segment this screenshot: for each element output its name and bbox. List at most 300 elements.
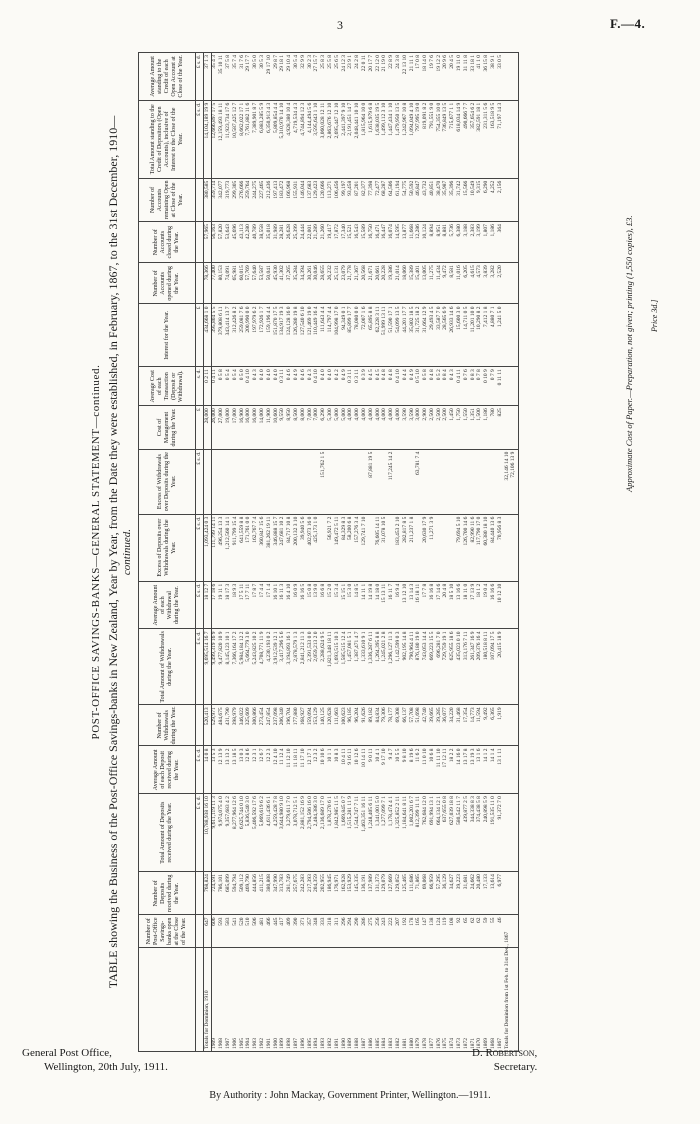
table-cell: 147 [423,915,430,948]
table-cell: 10 8 3 [334,746,341,794]
table-cell: 669,223 15 5 [429,629,436,705]
table-cell: 379,808 6 11 [219,304,226,367]
table-cell: 0 10 9 [484,367,491,406]
table-cell: 10 10 6 [321,746,328,794]
table-cell: 4,744,894 12 3 [300,100,307,178]
year-cell: 1880 [409,947,416,1051]
table-cell: 35,802 18 5 [409,304,416,367]
table-row [484,53,491,1052]
table-cell: 79,694 5 10 [456,514,463,581]
table-cell: 0 4 0 [273,367,280,406]
table-cell: 180,518 8 11 [484,629,491,705]
year-cell: 1895 [307,947,314,1051]
table-cell: 312,426 8 2 [232,304,239,367]
table-cell: 34,627 [450,872,457,915]
table-cell: 6,380 [456,222,463,263]
table-cell: 12 8 6 [246,746,253,794]
savings-bank-table [138,52,519,1052]
table-cell: 17 8 7 [253,581,260,629]
unit-cell: £ s. d. [196,629,204,705]
table-cell: 3,060,028 12 11 [321,100,328,178]
table-row [504,53,511,1052]
table-cell: 16,471 [375,222,382,263]
table-cell: 26,628 [287,222,294,263]
column-header: Number of Post-Office Savings-banks open at the Close of the Year. [139,915,196,948]
table-cell: 2,191,451 14 7 [348,100,355,178]
table-cell: 17,340 [341,222,348,263]
table-cell: 318 [327,915,334,948]
table-cell: 24 2 8 [355,53,362,101]
table-cell: 10 14 11 [361,746,368,794]
table-cell: 15,401 [416,263,423,304]
column-header: Interest for the Year. [139,304,196,367]
table-cell: 313,783 [280,872,287,915]
column-header: Excess of Deposits over Withdrawals during the Year. [139,514,196,581]
table-cell: 381,262 19 11 [266,514,273,581]
table-row [334,53,341,1052]
year-cell: 1903 [253,947,260,1051]
table-cell: 259,764 [246,178,253,221]
table-title-continued: continued. [121,528,133,576]
table-cell: 200,990 0 0 [246,304,253,367]
table-cell: 4,573 [477,263,484,304]
table-cell: 231,311 5 6 [484,100,491,178]
table-cell: 311 [334,915,341,948]
table-row [266,53,273,1052]
table-cell: 57,640 [253,263,260,304]
table-cell: 6,290 [321,406,328,449]
table-cell [511,406,518,449]
table-cell [334,449,341,514]
table-cell: 7,761,882 11 6 [246,100,253,178]
table-cell [511,263,518,304]
table-cell: 12,159,493 18 11 [219,100,226,178]
table-cell: 55 [490,915,497,948]
table-cell: 106,456 [334,178,341,221]
table-cell: 121,469 19 0 [307,304,314,367]
year-cell: 1894 [314,947,321,1051]
table-cell: 211,237 1 8 [409,514,416,581]
table-cell: 17 18 6 [211,581,218,629]
table-cell: 145,335 [355,872,362,915]
year-cell: 1899 [280,947,287,1051]
table-cell [259,449,266,514]
table-cell: 159,196 4 4 [266,304,273,367]
table-cell: 35,396 [450,178,457,221]
table-cell: 42,740 [423,705,430,746]
table-cell: 204,359 [314,872,321,915]
year-cell: 1885 [375,947,382,1051]
table-cell: 2,500 [443,406,450,449]
table-cell: 31 11 8 [463,53,470,101]
table-cell: 21 11 1 [409,53,416,101]
table-cell: 16,750 [368,222,375,263]
table-row [314,53,321,1052]
table-row [225,53,232,1052]
table-cell: 1,693,515 10 3 [334,629,341,705]
table-cell: 786,101 [219,872,226,915]
year-cell: Totals for Dominion from 1st Feb. to 31st Dec., 1867 [504,947,511,1051]
table-cell: 247,681 10 2 [280,514,287,581]
year-cell: 1883 [389,947,396,1051]
table-cell: 31,468 [456,705,463,746]
unit-cell: £ [196,304,204,367]
table-cell: 439,877 2 5 [463,794,470,872]
table-cell: 7,366,164 17 2 [232,629,239,705]
table-cell: 62 [470,915,477,948]
table-cell: 29 17 10 [266,53,273,101]
table-cell: 300,866 [253,705,260,746]
unit-cell: £ s. d. [196,514,204,581]
table-cell: 43,732 [423,178,430,221]
table-cell: 63,781 7 4 [416,449,423,514]
table-cell [511,629,518,705]
table-cell: 117,245 14 2 [389,449,396,514]
table-cell: 120,628 [327,705,334,746]
table-cell: 19 0 4 [484,581,491,629]
table-cell: 53,643 [225,222,232,263]
table-cell: 3,839 [484,263,491,304]
table-cell [402,449,409,514]
table-cell: 66,137 [402,705,409,746]
table-cell: 14 1 2 [484,746,491,794]
table-cell: 191,535 11 0 [490,794,497,872]
table-cell: 296 [341,915,348,948]
table-cell: 13,005 [423,263,430,304]
table-cell: 8,145,123 10 1 [225,629,232,705]
table-cell [423,449,430,514]
table-title: TABLE showing the Business of the Post-Office Savings-banks in New Zealand, Year by Year, from the Date they were established, in February, 1867, to the 31st December, 1910— [106,115,120,989]
table-cell: 59 [484,915,491,948]
year-cell: 1884 [382,947,389,1051]
table-cell: 5,243,825 10 2 [253,629,260,705]
table-cell: 1,821,348 18 11 [327,629,334,705]
table-cell [348,449,355,514]
table-cell: 24 3 8 [395,53,402,101]
table-cell: 466 [266,915,273,948]
table-cell [443,514,450,581]
table-cell: 625,955 18 6 [450,629,457,705]
table-cell: 313,176 7 11 [463,629,470,705]
table-row [355,53,362,1052]
table-cell: 8,950 [287,406,294,449]
table-cell [307,449,314,514]
table-cell: 35,284 [293,263,300,304]
table-cell: 28,565 6 9 [443,304,450,367]
table-cell: 627,039 18 8 [450,794,457,872]
table-cell [219,449,226,514]
table-cell [504,100,511,178]
table-cell: 36 15 8 [484,53,491,101]
table-row [211,53,218,1052]
table-cell: 4,000 [395,406,402,449]
table-cell: 380,585 [204,178,212,221]
table-cell: 18 1 2 [477,581,484,629]
table-row [259,53,266,1052]
table-cell [450,449,457,514]
table-cell: 2,156 [497,178,504,221]
table-cell: 1,093,424 0 3 [204,514,212,581]
table-cell: 24,662 [470,872,477,915]
table-cell: 26,933 14 6 [450,304,457,367]
table-cell: 10 4 1 [375,746,382,794]
table-cell: 65,895 8 8 [368,304,375,367]
table-cell: 1,186 [484,406,491,449]
table-cell: 434,668 1 0 [204,304,212,367]
table-cell: 409 [287,915,294,948]
table-row [463,53,470,1052]
table-cell: 91,626 [361,705,368,746]
table-cell: 876,180 19 0 [416,629,423,705]
table-cell: 1,919 [497,705,504,746]
table-cell: 5,406,592 17 6 [253,794,260,872]
table-cell [463,449,470,514]
table-cell: 56,163 [211,222,218,263]
table-cell: 96,185 [348,705,355,746]
table-cell: 28,281 [280,222,287,263]
table-cell: 10,587,425 12 7 [232,100,239,178]
table-cell: 520,413 [204,705,212,746]
table-row [490,53,497,1052]
table-cell: 127,669 [389,872,396,915]
table-cell: 39,940 5 6 [300,514,307,581]
table-cell: 0 5 10 [416,367,423,406]
table-cell: 16 0 9 [293,581,300,629]
year-cell: 1877 [429,947,436,1051]
table-cell: 38,558 [259,222,266,263]
table-cell: 1,325,852 2 11 [395,794,402,872]
table-cell: 8,581 [450,263,457,304]
table-cell [511,53,518,101]
table-cell: 5,000 [341,406,348,449]
column-header: Average Amount of each Deposit received during the Year. [139,746,196,794]
table-cell: 0 4 6 [300,367,307,406]
signatory-name: D. Robertson, [472,1047,538,1059]
table-cell: 85,899 17 7 [348,304,355,367]
office-line: General Post Office, [22,1047,112,1059]
table-cell: 344,338 8 3 [470,794,477,872]
table-cell [293,449,300,514]
table-cell: 243 [382,915,389,948]
table-cell: 10,788,938 16 10 [204,794,212,872]
table-cell: 0 4 0 [327,367,334,406]
table-cell: 45,930 [273,263,280,304]
table-cell: 60,380 18 10 [484,514,491,581]
table-cell: 114,797 4 4 [327,304,334,367]
table-cell: 21,778 [348,263,355,304]
table-cell: 3,595,643 1 10 [314,100,321,178]
table-cell: 159,094 [307,705,314,746]
unit-cell: £ s. d. [196,581,204,629]
column-header: Total Amount of Withdrawals during the Year. [139,629,196,705]
table-cell [504,53,511,101]
table-cell: 26,000 [211,406,218,449]
table-cell: 0 4 11 [211,367,218,406]
table-cell: 15,589 [361,222,368,263]
table-body [204,53,519,1052]
table-cell: 10,549 [470,178,477,221]
table-cell: 129,052 [395,872,402,915]
table-cell: 14 1 4 [490,746,497,794]
table-cell: 12 2 3 [266,746,273,794]
table-cell: 29 17 7 [246,53,253,101]
table-cell: 8,894 [429,222,436,263]
table-cell: 84,717 10 8 [287,514,294,581]
table-row [389,53,396,1052]
table-cell: 57,820 [219,222,226,263]
table-cell: 0 4 11 [456,367,463,406]
column-header: Average Cost of each Transaction (Deposit or Withdrawal). [139,367,196,406]
table-cell: 32,146 14 10 [504,449,511,514]
table-cell [511,222,518,263]
table-cell [246,449,253,514]
table-cell [225,449,232,514]
table-cell: 15 0 8 [307,581,314,629]
table-cell: 1,807 [484,222,491,263]
table-cell: 618,034 14 9 [456,100,463,178]
table-row [409,53,416,1052]
table-cell: 685,099 [225,872,232,915]
table-cell: 402,973 16 0 [307,514,314,581]
table-cell: 16 16 6 [490,581,497,629]
table-cell: 1,457,081 5 1 [348,629,355,705]
table-cell: 16,000 [253,406,260,449]
table-cell: 82,990 11 6 [470,514,477,581]
table-cell: 7,000 [307,406,314,449]
table-cell: 3,194,893 16 1 [287,629,294,705]
table-row [423,53,430,1052]
table-cell: 371 [300,915,307,948]
table-cell: 20,480 [477,872,484,915]
table-cell: 583 [225,915,232,948]
table-cell: 9 8 10 [402,746,409,794]
table-cell: 29,493 4 5 [429,304,436,367]
table-cell: 1,336,287 6 11 [368,629,375,705]
table-cell [504,514,511,581]
year-cell: 1876 [436,947,443,1051]
table-row [280,53,287,1052]
table-cell: 257,675 [293,872,300,915]
table-cell: 104,998 17 0 [334,304,341,367]
table-cell: 137,683 [307,178,314,221]
table-row [477,53,484,1052]
table-cell: 21,367 [355,263,362,304]
table-cell: 4,259,428 7 8 [273,794,280,872]
table-cell: 13,614 [490,872,497,915]
unit-cell [196,263,204,304]
table-cell: 0 4 6 [287,367,294,406]
table-cell: 16,447 [382,222,389,263]
table-cell: 80,153 [219,263,226,304]
table-cell: 357,654 6 2 [470,100,477,178]
table-cell: 342,077 [219,178,226,221]
table-cell: 273,454 [259,705,266,746]
table-cell: 13 14 3 [409,581,416,629]
table-row [246,53,253,1052]
table-cell: 580,542 11 7 [456,794,463,872]
year-cell: 1871 [470,947,477,1051]
table-cell: 7,412 1 8 [484,304,491,367]
table-cell: 40,851 [429,178,436,221]
table-cell: 506 [253,915,260,948]
year-cell: 1890 [341,947,348,1051]
table-cell: 0 3 11 [280,367,287,406]
table-cell: 111,643 4 4 [321,304,328,367]
table-cell: 1,500 [477,406,484,449]
table-cell: 72,477 [375,178,382,221]
table-cell: 68,287 [382,178,389,221]
table-cell: 87,201 [355,178,362,221]
table-cell: 15 3 0 [348,581,355,629]
table-cell: 1,842,985 11 5 [334,794,341,872]
table-cell: 16,543 [355,222,362,263]
rotated-content [88,52,659,1052]
year-cell: 1869 [484,947,491,1051]
table-cell: 27,000 [219,406,226,449]
column-header: Number of Withdrawals during the Year. [139,705,196,746]
table-cell: 22 13 10 [402,53,409,101]
table-row [470,53,477,1052]
table-cell [436,514,443,581]
table-cell: 11,016 [456,263,463,304]
year-cell: 1878 [423,947,430,1051]
table-cell: 217,393 [307,872,314,915]
table-cell: 1,387,471 4 7 [355,629,362,705]
table-cell: 13 13 2 [225,746,232,794]
table-row [416,53,423,1052]
table-cell: 1,178,474 4 1 [389,794,396,872]
table-cell [504,581,511,629]
table-cell: 8,951 [436,222,443,263]
table-cell: 780 [490,406,497,449]
table-cell: 35,018 [266,222,273,263]
table-cell: 13 9 0 [314,581,321,629]
year-cell: 1906 [232,947,239,1051]
table-cell: 9,611,119 11 3 [211,794,218,872]
unit-cell [196,705,204,746]
table-cell: 4,719,534 4 3 [293,100,300,178]
table-cell [287,449,294,514]
table-cell: 8,000 [300,406,307,449]
table-row [341,53,348,1052]
table-cell: 3,912,539 12 1 [273,629,280,705]
year-cell: 1881 [402,947,409,1051]
table-cell: 212,436 [266,178,273,221]
table-cell: 754,355 10 0 [436,100,443,178]
table-cell: 77,398 [368,178,375,221]
column-header: Average Amount of each Withdrawal during the Year. [139,581,196,629]
table-cell: 1,499,112 3 10 [382,100,389,178]
table-cell [511,178,518,221]
table-cell: 0 4 5 [375,367,382,406]
table-cell: 3,199 [477,222,484,263]
table-cell: 28,655 [321,263,328,304]
table-cell: 13 18 5 [232,746,239,794]
table-cell: 31,989 [273,222,280,263]
table-cell: 641,559 8 8 [239,514,246,581]
table-cell: 207 [395,915,402,948]
table-cell: 34,394 [300,263,307,304]
table-cell: 0 3 9 [361,367,368,406]
table-cell: 70,956 8 3 [497,514,504,581]
table-cell: 57,965 [204,222,212,263]
table-cell: 1,242,967 10 8 [402,100,409,178]
table-cell: 178 [409,915,416,948]
table-unit-row [196,53,204,1052]
table-row [382,53,389,1052]
table-cell: 319,773 [225,178,232,221]
table-cell: 20 9 6 [443,53,450,101]
